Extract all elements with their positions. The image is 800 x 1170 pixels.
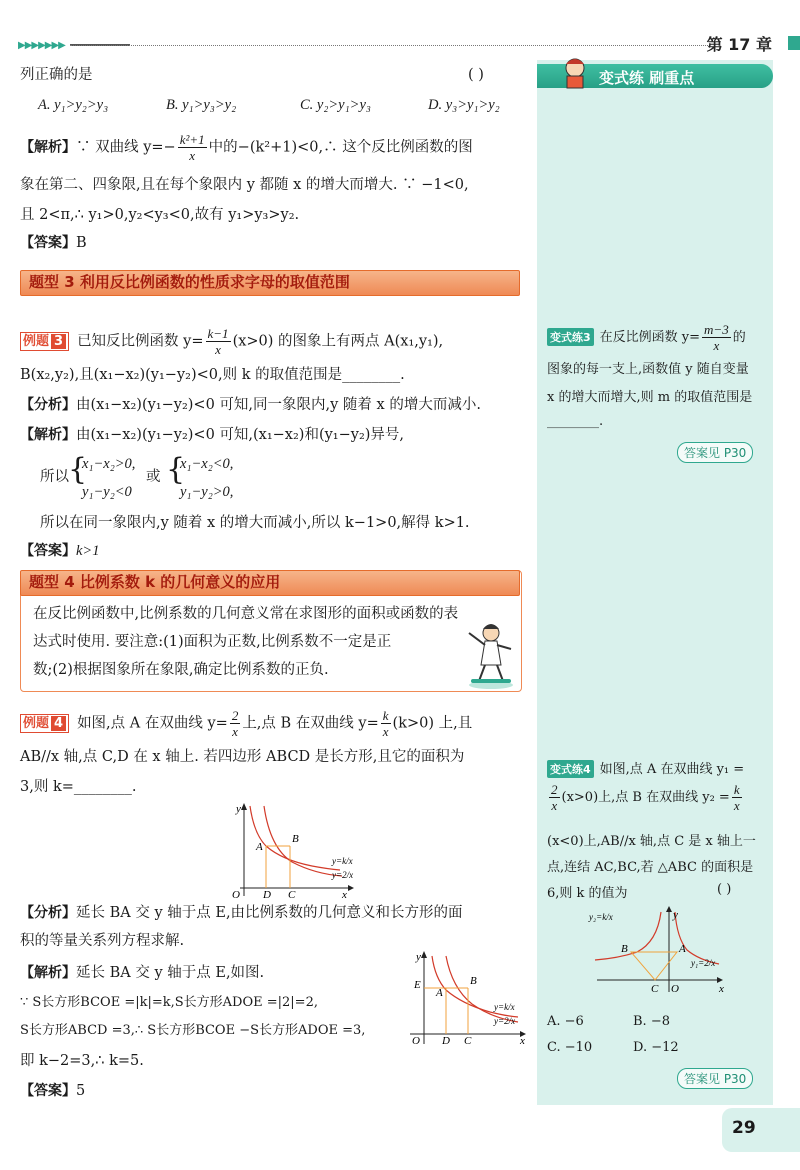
fig-curve-k-label: y=k/x [332, 856, 353, 866]
example4-line-2: AB//x 轴,点 C,D 在 x 轴上. 若四边形 ABCD 是长方形,且它的面积为 [20, 749, 465, 765]
fig-x-label: x [342, 889, 347, 898]
answer-line [20, 236, 87, 251]
fig-y2-label: y₂=k/x [589, 912, 613, 922]
example4-line-3: 3,则 k=________. [20, 779, 137, 795]
answer-value: k>1 [76, 543, 100, 559]
example3-so: 所以 [40, 469, 69, 485]
example-text: (x>0) 的图象上有两点 A(x₁,y₁), [232, 333, 444, 350]
type4-title: 题型 4 比例系数 k 的几何意义的应用 [29, 573, 281, 591]
fig-y1-label: y₁=2/x [691, 958, 716, 968]
example-number: 3 [51, 334, 66, 349]
option-b: B. y₁>y₃>y₂ [166, 97, 237, 113]
denominator: x [189, 148, 196, 163]
variant3-line-3: x 的增大而增大,则 m 的取值范围是 [547, 390, 753, 405]
numerator: k [382, 708, 389, 723]
variant4-blank: ( ) [717, 882, 732, 897]
fraction [732, 782, 742, 813]
page-header [0, 0, 800, 60]
answer-blank: ( ) [468, 67, 484, 83]
example4-s3: 即 k−2=3,∴ k=5. [20, 1053, 144, 1069]
mascot-icon [557, 54, 593, 90]
fraction [381, 708, 391, 739]
analysis-line-2: 象在第二、四象限,且在每个象限内 y 都随 x 的增大而增大. ∵ −1<0, [20, 177, 469, 193]
example3-fenxi [20, 398, 481, 413]
fig-point-b: B [292, 833, 299, 845]
variant4-option-d: D. −12 [633, 1040, 679, 1055]
variant-tag-label: 变式练 [550, 331, 583, 344]
fig-point-c: C [651, 983, 659, 995]
example-text: 已知反比例函数 y= [77, 333, 204, 350]
fenxi-label: 【分析】 [20, 905, 76, 921]
practice-sidebar [537, 60, 773, 1105]
example4-answer [20, 1084, 85, 1099]
example3-line-1 [20, 326, 443, 357]
variant4-line-3: (x<0)上,AB//x 轴,点 C 是 x 轴上一 [547, 834, 756, 849]
fig-curve-k-label: y=k/x [494, 1002, 515, 1012]
page-number: 29 [732, 1118, 756, 1138]
variant4-line-2 [547, 782, 744, 813]
fenxi-text: 延长 BA 交 y 轴于点 E,由比例系数的几何意义和长方形的面 [76, 905, 463, 921]
decorative-arrows: ▶▶▶▶▶▶▶ [18, 40, 65, 51]
tip-line-1: 在反比例函数中,比例系数的几何意义常在求图形的面积或函数的表 [33, 606, 459, 622]
fig-y-label: y [236, 803, 241, 815]
example-text: 上,点 B 在双曲线 y= [242, 715, 379, 732]
example-number: 4 [51, 716, 66, 731]
chapter-marker [788, 36, 800, 50]
example-text: 如图,点 A 在双曲线 y= [77, 715, 228, 732]
fig-point-b: B [621, 943, 628, 955]
example-text: (k>0) 上,且 [392, 715, 473, 732]
variant-text: 如图,点 A 在双曲线 y₁ = [599, 762, 745, 777]
fig-curve-2-label: y=2/x [494, 1016, 516, 1026]
example-tag-label: 例题 [23, 716, 50, 731]
variant4-option-a: A. −6 [547, 1014, 584, 1029]
fig-point-a: A [256, 841, 263, 853]
answer-label: 【答案】 [20, 235, 76, 251]
variant-text: 的 [732, 330, 746, 345]
numerator: k [733, 782, 740, 797]
fig-origin-label: O [412, 1035, 420, 1047]
stem-text: 列正确的是 [20, 67, 93, 83]
example-tag [20, 714, 69, 733]
variant3-line-1 [547, 322, 746, 353]
answer-label: 【答案】 [20, 1083, 76, 1099]
fig-y-label: y [416, 951, 421, 963]
sidebar-header [537, 64, 773, 88]
variant4-line-4: 点,连结 AC,BC,若 △ABC 的面积是 [547, 860, 754, 875]
numerator: k²+1 [179, 132, 205, 147]
option-c: C. y₂>y₁>y₃ [300, 97, 371, 113]
analysis-text: 中的−(k²+1)<0,∴ 这个反比例函数的图 [208, 139, 473, 156]
fig-point-d: D [263, 889, 271, 898]
fig-origin-label: O [232, 889, 240, 898]
numerator: k−1 [207, 326, 229, 341]
variant3-line-2: 图象的每一支上,函数值 y 随自变量 [547, 362, 749, 377]
variant-text: (x>0)上,点 B 在双曲线 y₂ = [561, 790, 730, 805]
fenxi-text: 由(x₁−x₂)(y₁−y₂)<0 可知,同一象限内,y 随着 x 的增大而减小. [76, 397, 481, 413]
variant4-option-b: B. −8 [633, 1014, 670, 1029]
brace-left: { [68, 452, 88, 487]
header-dotted-rule [70, 45, 710, 46]
analysis-line-1 [20, 132, 473, 163]
example3-answer [20, 544, 99, 559]
option-d: D. y₃>y₁>y₂ [428, 97, 500, 113]
example-tag-label: 例题 [23, 334, 50, 349]
variant4-line-5: 6,则 k 的值为 [547, 886, 628, 901]
answer-ref-badge: 答案见 P30 [677, 442, 753, 463]
example4-figure [220, 800, 370, 898]
fig-y-label: y [673, 909, 678, 921]
or-word: 或 [146, 469, 161, 485]
analysis-text: 由(x₁−x₂)(y₁−y₂)<0 可知,(x₁−x₂)和(y₁−y₂)异号, [76, 427, 405, 443]
option-a: A. y₁>y₂>y₃ [38, 97, 109, 113]
fraction [178, 132, 207, 163]
variant4-option-c: C. −10 [547, 1040, 593, 1055]
cartoon-figure-icon [461, 619, 519, 691]
variant-tag-label: 变式练 [550, 763, 583, 776]
fig-point-e: E [414, 979, 421, 991]
example4-s1: ∵ S长方形BCOE =|k|=k,S长方形ADOE =|2|=2, [20, 995, 318, 1010]
answer-value: B [76, 235, 87, 251]
fenxi-label: 【分析】 [20, 397, 76, 413]
numerator: m−3 [704, 322, 729, 337]
fig-x-label: x [719, 983, 724, 995]
fraction [549, 782, 560, 813]
numerator: 2 [231, 708, 239, 723]
tip-line-3: 数;(2)根据图象所在象限,确定比例系数的正负. [33, 662, 329, 678]
variant-tag [547, 328, 594, 346]
tip-line-2: 达式时使用. 要注意:(1)面积为正数,比例系数不一定是正 [33, 634, 392, 650]
example4-solution-figure [402, 948, 532, 1048]
variant-tag [547, 760, 594, 778]
page-number-tab [722, 1108, 800, 1152]
denominator: x [382, 724, 389, 739]
example4-line-1 [20, 708, 472, 739]
case2-bottom: y₁−y₂>0, [180, 484, 234, 500]
analysis-text: 延长 BA 交 y 轴于点 E,如图. [76, 965, 265, 981]
example3-jiexi [20, 428, 404, 443]
fig-point-d: D [442, 1035, 450, 1047]
case1-top: x₁−x₂>0, [82, 456, 136, 472]
fraction [230, 708, 241, 739]
denominator: x [713, 338, 720, 353]
example4-fenxi-1 [20, 906, 463, 921]
case2-top: x₁−x₂<0, [180, 456, 234, 472]
variant4-line-1 [547, 758, 744, 778]
analysis-text: ∵ 双曲线 y=− [76, 139, 176, 156]
fig-x-label: x [520, 1035, 525, 1047]
fig-point-c: C [464, 1035, 472, 1047]
type4-title-bar [20, 570, 520, 596]
example4-fenxi-2: 积的等量关系列方程求解. [20, 933, 185, 949]
answer-value: 5 [76, 1083, 86, 1099]
fraction [702, 322, 731, 353]
case1-bottom: y₁−y₂<0 [82, 484, 132, 500]
analysis-label: 【解析】 [20, 139, 76, 156]
variant-number: 4 [583, 763, 591, 776]
type3-title: 题型 3 利用反比例函数的性质求字母的取值范围 [29, 273, 350, 291]
answer-ref-badge: 答案见 P30 [677, 1068, 753, 1089]
chapter-label: 第 17 章 [706, 35, 772, 54]
type3-title-bar [20, 270, 520, 296]
analysis-line-3: 且 2<π,∴ y₁>0,y₂<y₃<0,故有 y₁>y₃>y₂. [20, 207, 300, 223]
question-stem-tail [20, 68, 93, 83]
denominator: x [215, 342, 221, 357]
fig-point-a: A [436, 987, 443, 999]
type4-box [20, 570, 522, 692]
analysis-label: 【解析】 [20, 965, 76, 981]
fig-point-b: B [470, 975, 477, 987]
denominator: x [232, 724, 238, 739]
example-tag [20, 332, 69, 351]
brace-right: { [166, 452, 186, 487]
fig-point-a: A [679, 943, 686, 955]
variant4-figure [587, 906, 727, 996]
variant-number: 3 [583, 331, 591, 344]
fig-curve-2-label: y=2/x [332, 870, 354, 880]
answer-label: 【答案】 [20, 543, 76, 559]
example3-conclusion: 所以在同一象限内,y 随着 x 的增大而减小,所以 k−1>0,解得 k>1. [40, 515, 470, 531]
example3-line-2: B(x₂,y₂),且(x₁−x₂)(y₁−y₂)<0,则 k 的取值范围是________. [20, 367, 405, 383]
fig-point-c: C [288, 889, 296, 898]
fig-origin-label: O [671, 983, 679, 995]
example4-jiexi [20, 966, 264, 981]
example4-s2: S长方形ABCD =3,∴ S长方形BCOE −S长方形ADOE =3, [20, 1023, 366, 1038]
sidebar-title: 变式练 刷重点 [599, 69, 695, 87]
analysis-label: 【解析】 [20, 427, 76, 443]
variant3-line-4: ________. [547, 414, 604, 429]
denominator: x [733, 798, 740, 813]
denominator: x [551, 798, 558, 813]
numerator: 2 [551, 782, 558, 797]
variant-text: 在反比例函数 y= [599, 330, 701, 345]
fraction [206, 326, 231, 357]
